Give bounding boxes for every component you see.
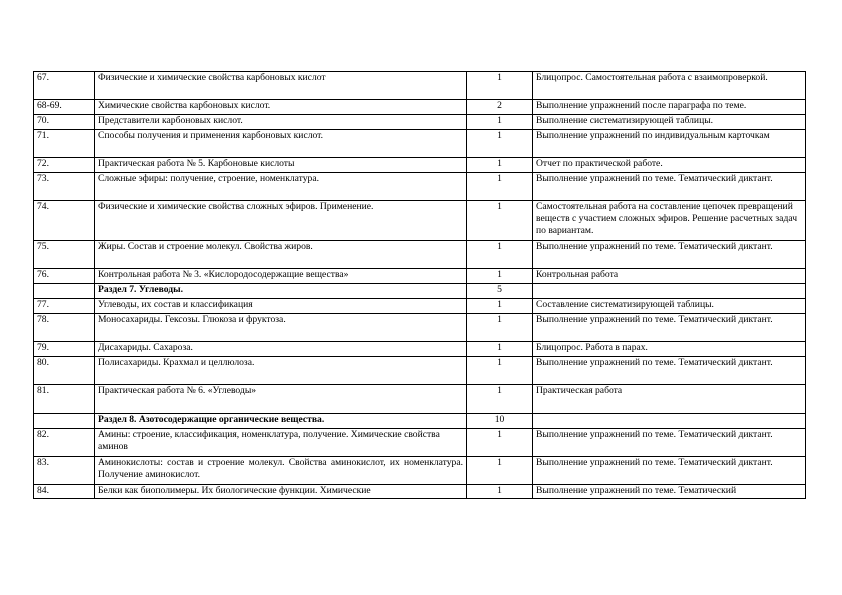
lesson-hours: 1 — [467, 115, 533, 130]
lesson-topic: Физические и химические свойства сложных эфиров. Применение. — [95, 201, 467, 241]
lesson-number: 68-69. — [34, 100, 95, 115]
lesson-number: 81. — [34, 385, 95, 414]
lesson-hours: 2 — [467, 100, 533, 115]
lesson-number: 82. — [34, 429, 95, 457]
lesson-number: 83. — [34, 457, 95, 485]
lesson-topic: Практическая работа № 5. Карбоновые кислоты — [95, 158, 467, 173]
lesson-hours: 1 — [467, 357, 533, 385]
table-row — [34, 100, 806, 115]
lesson-activity: Контрольная работа — [533, 269, 806, 284]
lesson-topic: Моносахариды. Гексозы. Глюкоза и фруктоза. — [95, 314, 467, 342]
lesson-activity: Выполнение упражнений по теме. Тематический диктант. — [533, 314, 806, 342]
table-row — [34, 299, 806, 314]
table-row — [34, 72, 806, 100]
lesson-activity: Выполнение упражнений по теме. Тематический диктант. — [533, 241, 806, 269]
lesson-activity: Блицопрос. Самостоятельная работа с взаимопроверкой. — [533, 72, 806, 100]
section-hours: 10 — [467, 414, 533, 429]
section-row — [34, 284, 806, 299]
table-row — [34, 173, 806, 201]
table-row — [34, 429, 806, 457]
lesson-topic: Химические свойства карбоновых кислот. — [95, 100, 467, 115]
lesson-number: 80. — [34, 357, 95, 385]
lesson-topic: Сложные эфиры: получение, строение, номенклатура. — [95, 173, 467, 201]
table-row — [34, 485, 806, 499]
lesson-number: 79. — [34, 342, 95, 357]
lesson-topic: Углеводы, их состав и классификация — [95, 299, 467, 314]
lesson-hours: 1 — [467, 173, 533, 201]
lesson-number: 84. — [34, 485, 95, 499]
lesson-number: 67. — [34, 72, 95, 100]
lesson-number: 78. — [34, 314, 95, 342]
lesson-activity: Выполнение упражнений после параграфа по теме. — [533, 100, 806, 115]
lesson-activity: Отчет по практической работе. — [533, 158, 806, 173]
section-row — [34, 414, 806, 429]
lesson-activity: Выполнение систематизирующей таблицы. — [533, 115, 806, 130]
lesson-hours: 1 — [467, 158, 533, 173]
lesson-topic: Аминокислоты: состав и строение молекул. Свойства аминокислот, их номенклатура. Получение аминокислот. — [95, 457, 467, 485]
lesson-activity: Выполнение упражнений по теме. Тематический диктант. — [533, 173, 806, 201]
lesson-topic: Белки как биополимеры. Их биологические функции. Химические — [95, 485, 467, 499]
lesson-number: 76. — [34, 269, 95, 284]
lesson-activity: Блицопрос. Работа в парах. — [533, 342, 806, 357]
lesson-activity: Самостоятельная работа на составление цепочек превращений веществ с участием сложных эфиров. Решение расчетных задач по вариантам. — [533, 201, 806, 241]
table-row — [34, 457, 806, 485]
lesson-topic: Полисахариды. Крахмал и целлюлоза. — [95, 357, 467, 385]
section-title: Раздел 8. Азотосодержащие органические вещества. — [95, 414, 467, 429]
lesson-number: 77. — [34, 299, 95, 314]
lesson-topic: Дисахариды. Сахароза. — [95, 342, 467, 357]
lesson-activity: Практическая работа — [533, 385, 806, 414]
lesson-activity — [533, 414, 806, 429]
table-row — [34, 385, 806, 414]
lesson-hours: 1 — [467, 429, 533, 457]
table-row — [34, 314, 806, 342]
lesson-topic: Практическая работа № 6. «Углеводы» — [95, 385, 467, 414]
lesson-hours: 1 — [467, 299, 533, 314]
lesson-hours: 1 — [467, 457, 533, 485]
table-row — [34, 115, 806, 130]
lesson-number — [34, 284, 95, 299]
lesson-plan-table — [33, 71, 806, 499]
lesson-number: 74. — [34, 201, 95, 241]
lesson-activity — [533, 284, 806, 299]
lesson-topic: Представители карбоновых кислот. — [95, 115, 467, 130]
lesson-number: 75. — [34, 241, 95, 269]
lesson-number — [34, 414, 95, 429]
lesson-topic: Амины: строение, классификация, номенклатура, получение. Химические свойства аминов — [95, 429, 467, 457]
lesson-number: 71. — [34, 130, 95, 158]
section-hours: 5 — [467, 284, 533, 299]
lesson-topic: Физические и химические свойства карбоновых кислот — [95, 72, 467, 100]
lesson-hours: 1 — [467, 241, 533, 269]
lesson-activity: Выполнение упражнений по теме. Тематический диктант. — [533, 357, 806, 385]
lesson-hours: 1 — [467, 201, 533, 241]
lesson-number: 72. — [34, 158, 95, 173]
lesson-activity: Выполнение упражнений по теме. Тематический диктант. — [533, 429, 806, 457]
section-title: Раздел 7. Углеводы. — [95, 284, 467, 299]
lesson-hours: 1 — [467, 385, 533, 414]
table-row — [34, 201, 806, 241]
lesson-topic: Жиры. Состав и строение молекул. Свойства жиров. — [95, 241, 467, 269]
lesson-hours: 1 — [467, 485, 533, 499]
lesson-topic: Контрольная работа № 3. «Кислородосодержащие вещества» — [95, 269, 467, 284]
lesson-hours: 1 — [467, 314, 533, 342]
table-row — [34, 241, 806, 269]
lesson-hours: 1 — [467, 342, 533, 357]
table-row — [34, 158, 806, 173]
table-row — [34, 342, 806, 357]
lesson-hours: 1 — [467, 72, 533, 100]
lesson-activity: Составление систематизирующей таблицы. — [533, 299, 806, 314]
lesson-number: 73. — [34, 173, 95, 201]
lesson-activity: Выполнение упражнений по индивидуальным карточкам — [533, 130, 806, 158]
lesson-activity: Выполнение упражнений по теме. Тематический диктант. — [533, 457, 806, 485]
lesson-number: 70. — [34, 115, 95, 130]
lesson-activity: Выполнение упражнений по теме. Тематический — [533, 485, 806, 499]
table-row — [34, 357, 806, 385]
table-row — [34, 269, 806, 284]
lesson-topic: Способы получения и применения карбоновых кислот. — [95, 130, 467, 158]
lesson-hours: 1 — [467, 130, 533, 158]
lesson-hours: 1 — [467, 269, 533, 284]
table-row — [34, 130, 806, 158]
